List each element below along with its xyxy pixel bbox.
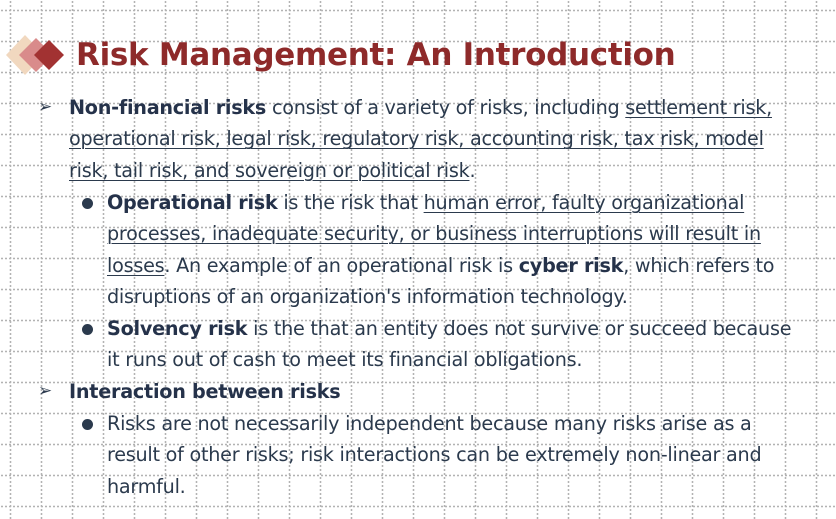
underlined-risk-list: settlement risk, operational risk, legal risk, regulatory risk, accounting risk, tax risk, model risk, tail risk, and sovereign or political risk xyxy=(69,96,772,182)
bullet-text: is the that an entity does not survive or succeed because it runs out of cash to meet its financial obligations. xyxy=(107,317,792,372)
bullet-text: Risks are not necessarily independent because many risks arise as a result of other risks; risk interactions can be extremely non-linear and harmful. xyxy=(107,412,762,498)
term-interaction-between-risks: Interaction between risks xyxy=(69,380,341,403)
dot-bullet-icon xyxy=(82,324,93,335)
bullet-text: . xyxy=(469,158,476,182)
bullet-interaction-between-risks xyxy=(38,376,789,407)
bullet-text: consist of a variety of risks, including xyxy=(266,96,626,119)
dot-bullet-icon xyxy=(82,198,93,209)
bullet-solvency-risk xyxy=(107,313,807,376)
underlined-definition: human error, faulty organizational processes, inadequate security, or business interruptions will result in losses xyxy=(107,191,761,277)
arrow-bullet-icon: ➢ xyxy=(38,97,52,117)
bullet-text: . An example of an operational risk is xyxy=(164,253,519,277)
bullet-operational-risk xyxy=(107,187,789,313)
dot-bullet-icon xyxy=(82,419,93,430)
bullet-text: is the risk that xyxy=(277,191,424,214)
term-operational-risk: Operational risk xyxy=(107,191,278,214)
stacked-diamonds-icon xyxy=(6,34,68,76)
term-solvency-risk: Solvency risk xyxy=(107,317,248,340)
bullet-risk-interactions xyxy=(107,408,789,502)
slide-title: Risk Management: An Introduction xyxy=(76,37,676,73)
bullet-text: , which refers to disruptions of an organization's information technology. xyxy=(107,253,775,309)
term-non-financial-risks: Non-financial risks xyxy=(69,96,267,119)
term-cyber-risk: cyber risk xyxy=(518,253,624,277)
bullet-non-financial-risks xyxy=(38,92,789,186)
arrow-bullet-icon: ➢ xyxy=(38,381,52,401)
